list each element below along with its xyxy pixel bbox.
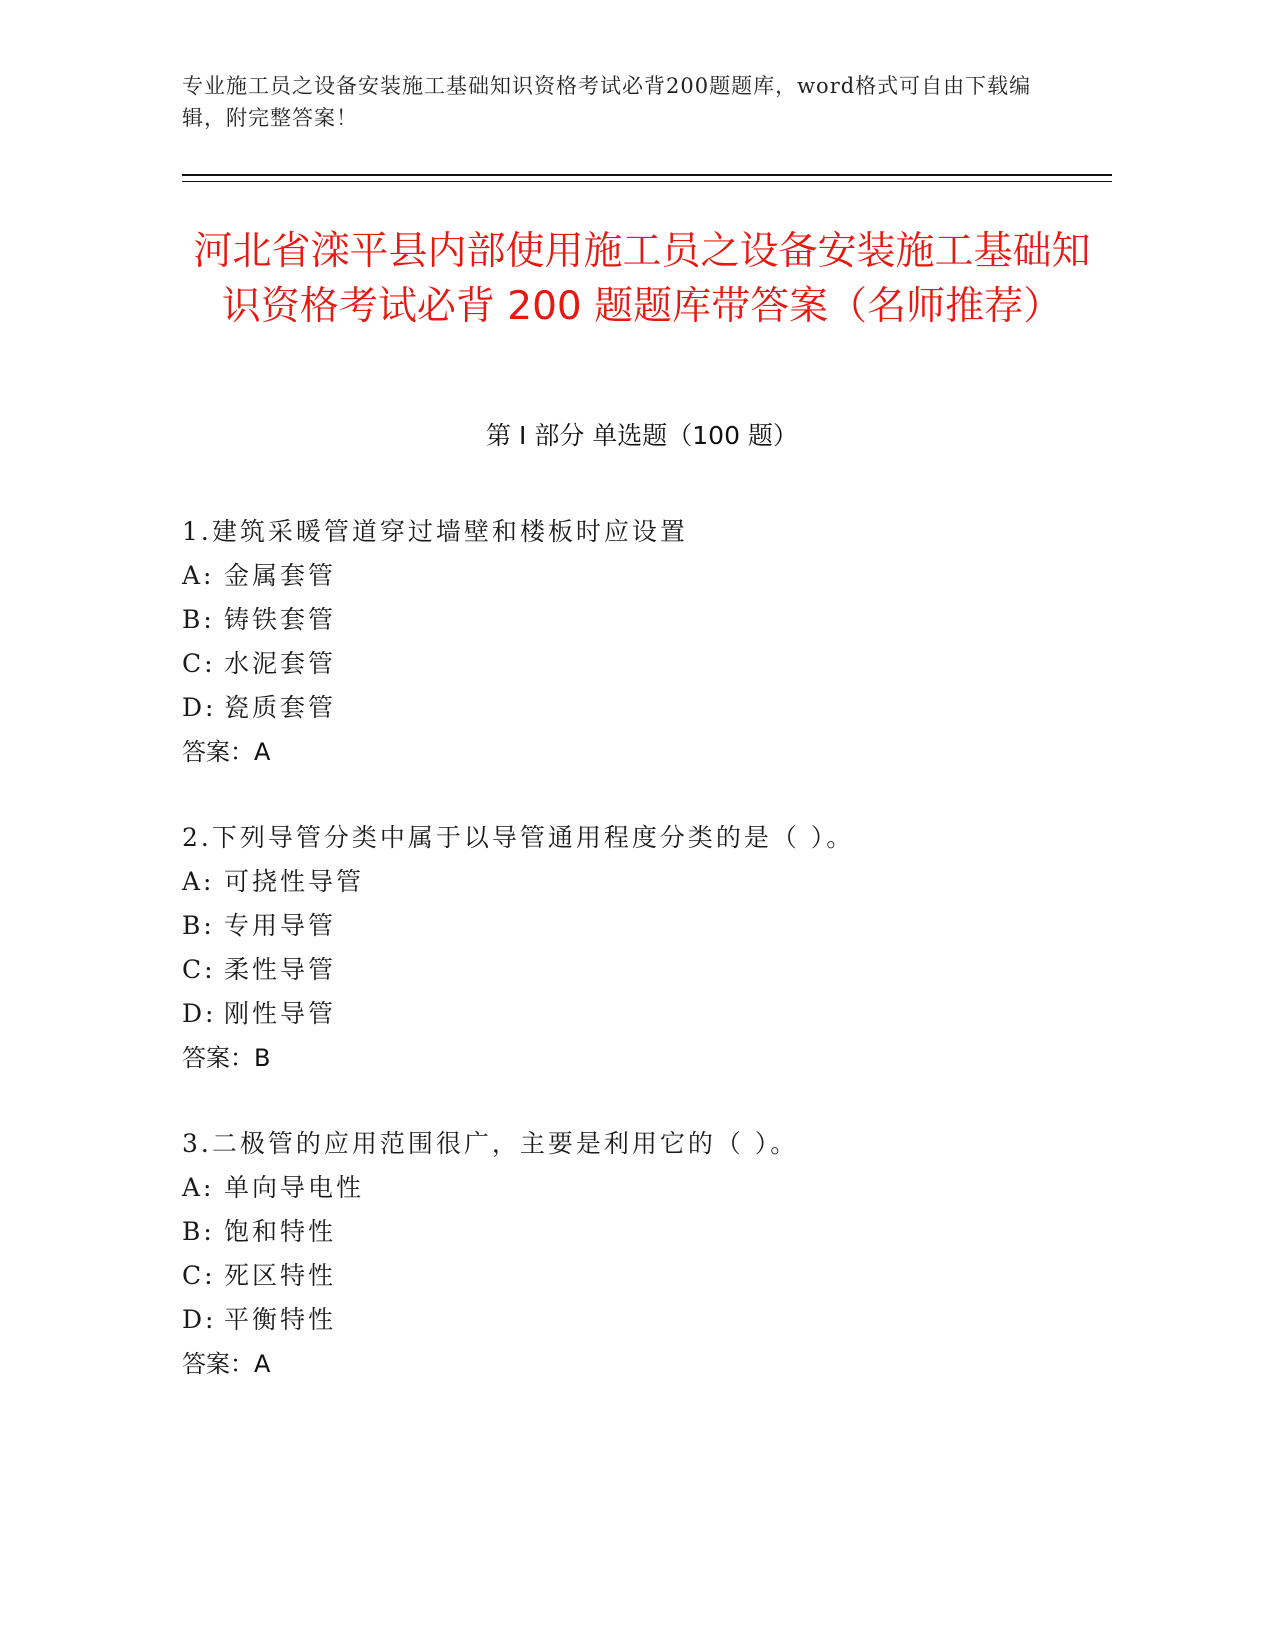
option-key: B: bbox=[182, 911, 215, 940]
answer-line bbox=[182, 1342, 1102, 1386]
option-text: 单向导电性 bbox=[224, 1173, 365, 1202]
answer-line bbox=[182, 730, 1102, 774]
option-key: B: bbox=[182, 605, 215, 634]
option-key: A: bbox=[182, 867, 215, 896]
answer-label: 答案： bbox=[182, 1044, 254, 1072]
header-rule-thick bbox=[182, 174, 1112, 176]
question-item bbox=[182, 816, 1102, 1080]
option-key: D: bbox=[182, 693, 217, 722]
question-stem: 二极管的应用范围很广，主要是利用它的（ ）。 bbox=[211, 1129, 799, 1158]
option-text: 金属套管 bbox=[224, 561, 337, 590]
option-a bbox=[182, 554, 1102, 598]
option-key: A: bbox=[182, 561, 215, 590]
option-key: D: bbox=[182, 1305, 217, 1334]
option-c bbox=[182, 1254, 1102, 1298]
answer-label: 答案： bbox=[182, 1350, 254, 1378]
option-a bbox=[182, 860, 1102, 904]
option-text: 可挠性导管 bbox=[224, 867, 365, 896]
option-text: 铸铁套管 bbox=[224, 605, 337, 634]
option-text: 瓷质套管 bbox=[224, 693, 337, 722]
section-heading: 第 I 部分 单选题（100 题） bbox=[486, 421, 798, 450]
option-a bbox=[182, 1166, 1102, 1210]
question-item bbox=[182, 510, 1102, 774]
question-stem: 建筑采暖管道穿过墙壁和楼板时应设置 bbox=[211, 517, 688, 546]
question-list bbox=[182, 510, 1102, 1428]
answer-value: A bbox=[254, 738, 271, 766]
document-title: 河北省滦平县内部使用施工员之设备安装施工基础知识资格考试必背 200 题题库带答案（名师推荐） bbox=[193, 229, 1091, 329]
question-text bbox=[182, 1122, 1102, 1166]
question-item bbox=[182, 1122, 1102, 1386]
option-text: 水泥套管 bbox=[224, 649, 337, 678]
question-number: 2. bbox=[182, 823, 212, 852]
answer-value: B bbox=[254, 1044, 271, 1072]
option-key: C: bbox=[182, 955, 216, 984]
answer-label: 答案： bbox=[182, 738, 254, 766]
option-text: 专用导管 bbox=[224, 911, 337, 940]
answer-line bbox=[182, 1036, 1102, 1080]
option-d bbox=[182, 992, 1102, 1036]
answer-value: A bbox=[254, 1350, 271, 1378]
question-number: 3. bbox=[182, 1129, 212, 1158]
option-c bbox=[182, 948, 1102, 992]
question-number: 1. bbox=[182, 517, 212, 546]
option-text: 平衡特性 bbox=[224, 1305, 337, 1334]
option-key: C: bbox=[182, 1261, 216, 1290]
option-text: 死区特性 bbox=[224, 1261, 337, 1290]
option-c bbox=[182, 642, 1102, 686]
option-text: 柔性导管 bbox=[224, 955, 337, 984]
option-text: 刚性导管 bbox=[224, 999, 337, 1028]
option-text: 饱和特性 bbox=[224, 1217, 337, 1246]
header-rule-thin bbox=[182, 181, 1112, 182]
option-d bbox=[182, 1298, 1102, 1342]
option-b bbox=[182, 904, 1102, 948]
option-b bbox=[182, 1210, 1102, 1254]
question-text bbox=[182, 510, 1102, 554]
option-d bbox=[182, 686, 1102, 730]
option-key: D: bbox=[182, 999, 217, 1028]
question-text bbox=[182, 816, 1102, 860]
option-b bbox=[182, 598, 1102, 642]
question-stem: 下列导管分类中属于以导管通用程度分类的是（ ）。 bbox=[211, 823, 855, 852]
header-note: 专业施工员之设备安装施工基础知识资格考试必背200题题库，word格式可自由下载编辑，附完整答案！ bbox=[182, 74, 1032, 130]
option-key: A: bbox=[182, 1173, 215, 1202]
option-key: B: bbox=[182, 1217, 215, 1246]
option-key: C: bbox=[182, 649, 216, 678]
